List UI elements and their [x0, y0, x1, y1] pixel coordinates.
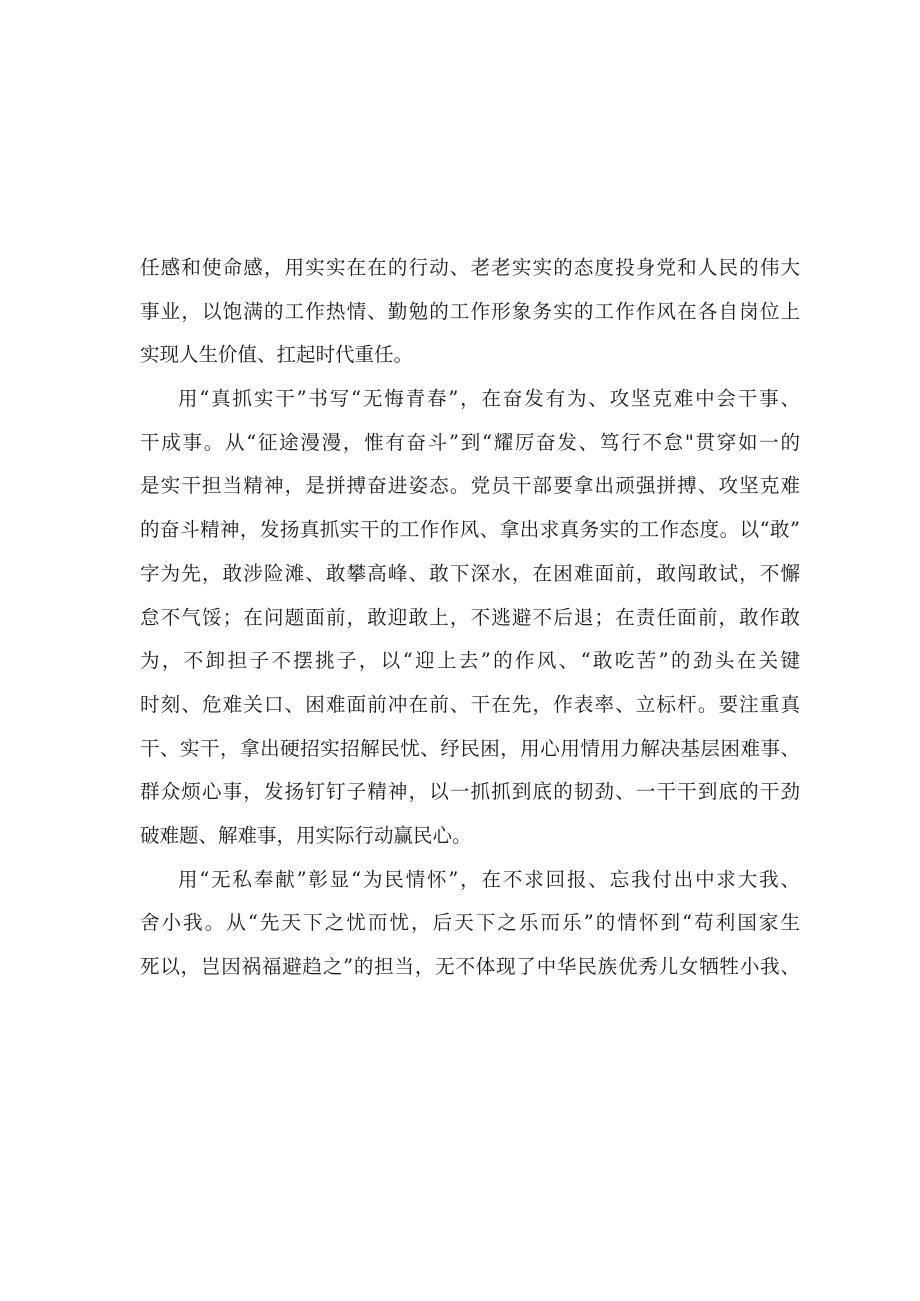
- text-line: 为，不卸担子不摆挑子，以“迎上去”的作风、“敢吃苦”的劲头在关键: [140, 649, 800, 673]
- text-line: 舍小我。从“先天下之忧而忧，后天下之乐而乐”的情怀到“苟利国家生: [140, 911, 800, 935]
- text-line: 任感和使命感，用实实在在的行动、老老实实的态度投身党和人民的伟大: [140, 256, 800, 279]
- body-text: [140, 246, 800, 989]
- text-line: 用“真抓实干”书写“无悔青春”，在奋发有为、攻坚克难中会干事、: [178, 387, 800, 411]
- text-line: 的奋斗精神，发扬真抓实干的工作作风、拿出求真务实的工作态度。以“敢”: [140, 518, 800, 542]
- text-line: 群众烦心事，发扬钉钉子精神，以一抓抓到底的韧劲、一干干到底的干劲: [140, 780, 800, 804]
- text-line: 怠不气馁；在问题面前，敢迎敢上，不逃避不后退；在责任面前，敢作敢: [140, 605, 800, 629]
- text-line: 时刻、危难关口、困难面前冲在前、干在先，作表率、立标杆。要注重真: [140, 692, 800, 716]
- text-line: 干、实干，拿出硬招实招解民忧、纾民困，用心用情用力解决基层困难事、: [140, 736, 800, 760]
- text-line: 用“无私奉献”彰显“为民情怀”，在不求回报、忘我付出中求大我、: [178, 867, 800, 891]
- text-line: 死以，岂因祸福避趋之”的担当，无不体现了中华民族优秀儿女牺牲小我、: [140, 955, 800, 978]
- text-line: 干成事。从“征途漫漫，惟有奋斗”到“耀厉奋发、笃行不怠"贯穿如一的: [140, 430, 800, 454]
- text-line: 字为先，敢涉险滩、敢攀高峰、敢下深水，在困难面前，敢闯敢试，不懈: [140, 561, 800, 585]
- text-line: 是实干担当精神，是拼搏奋进姿态。党员干部要拿出顽强拼搏、攻坚克难: [140, 474, 800, 498]
- text-line: 实现人生价值、扛起时代重任。: [140, 343, 414, 367]
- text-line: 事业，以饱满的工作热情、勤勉的工作形象务实的工作作风在各自岗位上: [140, 299, 800, 323]
- text-line: 破难题、解难事，用实际行动赢民心。: [140, 823, 472, 847]
